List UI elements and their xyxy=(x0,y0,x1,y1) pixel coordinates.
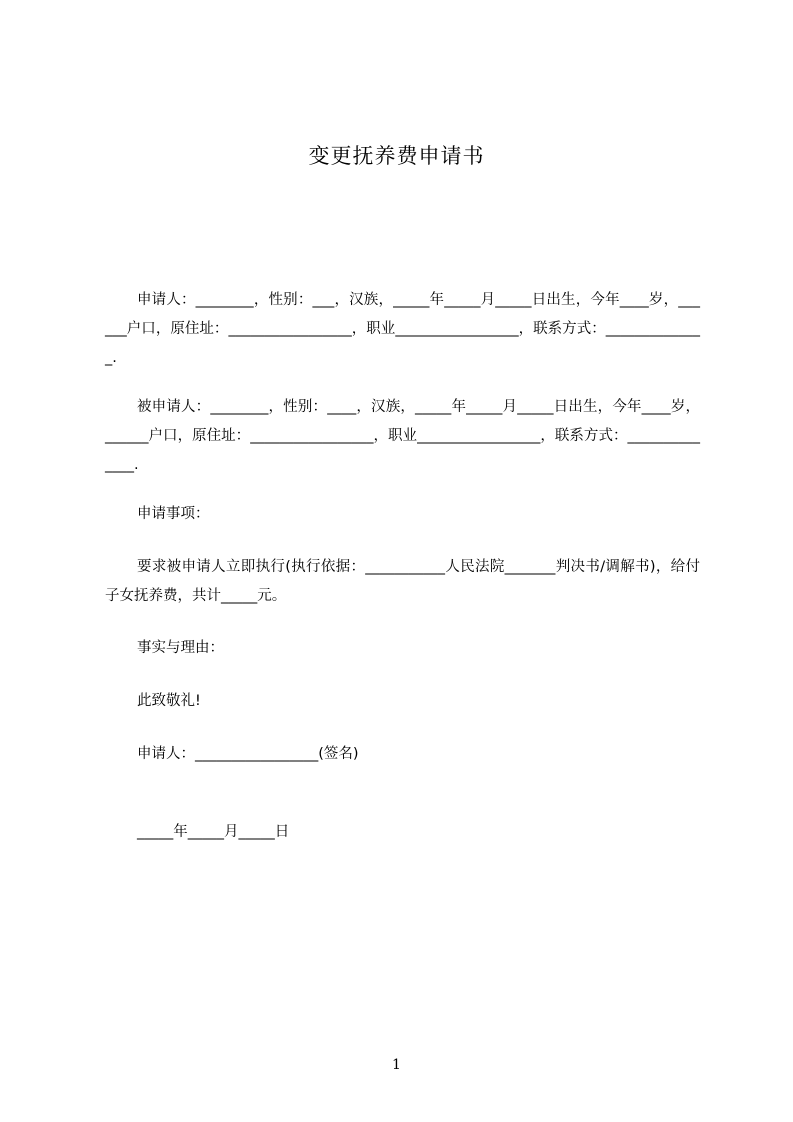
request-heading: 申请事项： xyxy=(137,506,210,522)
applicant-info-paragraph: 申请人：________，性别：___，汉族，_____年_____月_____日出生，今年____岁，______户口，原住址：_________________，职业_________________，联系方式：______________. xyxy=(105,292,700,366)
document-title: 变更抚养费申请书 xyxy=(308,144,485,168)
closing-salutation: 此致敬礼! xyxy=(137,693,201,709)
date-line: _____年_____月_____日 xyxy=(137,824,290,840)
page-number: 1 xyxy=(392,1057,401,1073)
request-body-paragraph: 要求被申请人立即执行(执行依据：___________人民法院_______判决书/调解书)，给付子女抚养费，共计_____元。 xyxy=(105,559,700,604)
facts-heading: 事实与理由： xyxy=(137,640,224,656)
signature-line: 申请人：_________________(签名) xyxy=(137,746,359,762)
respondent-info-paragraph: 被申请人：________，性别：____，汉族，_____年_____月_____日出生，今年____岁，______户口，原住址：_________________，职业_________________，联系方式：______________. xyxy=(105,399,700,473)
